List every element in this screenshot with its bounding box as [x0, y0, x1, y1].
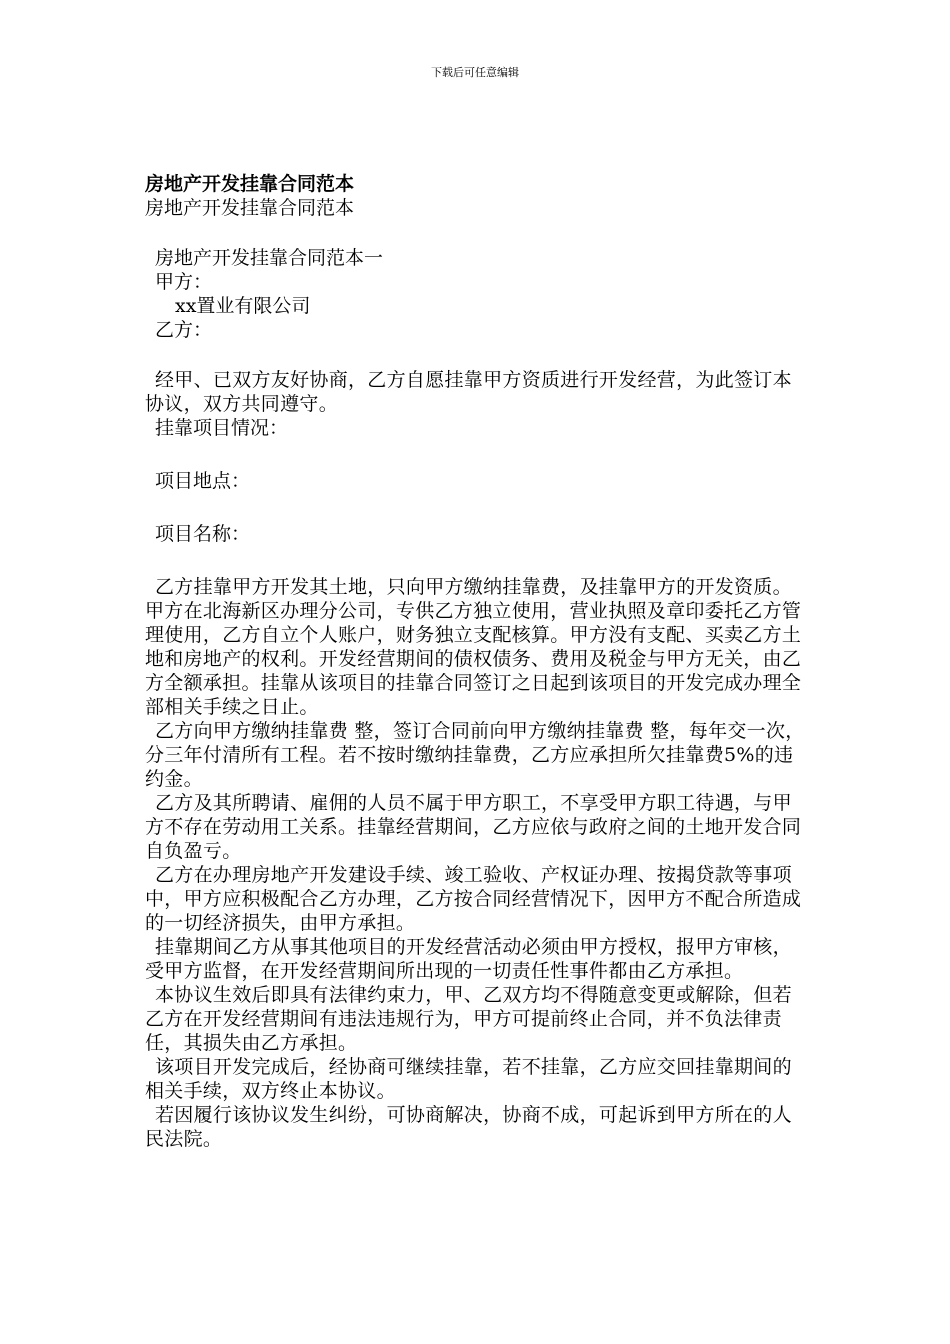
page-header-note: 下载后可任意编辑 [431, 66, 519, 79]
spacer [145, 440, 810, 469]
party-a-label: 甲方： [155, 271, 213, 293]
spacer [145, 546, 810, 575]
document-title: 房地产开发挂靠合同范本 [145, 173, 355, 195]
spacer [145, 220, 810, 246]
party-a-name: xx置业有限公司 [175, 295, 311, 317]
project-name-label: 项目名称： [155, 523, 251, 545]
clause-paragraph: 乙方向甲方缴纳挂靠费 整，签订合同前向甲方缴纳挂靠费 整，每年交一次，分三年付清所有工程。若不按时缴纳挂靠费，乙方应承担所欠挂靠费5%的违约金。 [145, 720, 805, 790]
clause-paragraph: 本协议生效后即具有法律约束力，甲、乙双方均不得随意变更或解除，但若乙方在开发经营期间有违法违规行为，甲方可提前终止合同，并不负法律责任，其损失由乙方承担。 [145, 984, 792, 1054]
document-title-repeat: 房地产开发挂靠合同范本 [145, 197, 355, 219]
party-b-label: 乙方： [155, 319, 213, 341]
project-info-label: 挂靠项目情况： [155, 417, 289, 439]
document-body [145, 172, 810, 1151]
spacer [145, 342, 810, 368]
clause-paragraph: 乙方在办理房地产开发建设手续、竣工验收、产权证办理、按揭贷款等事项中，甲方应积极配合乙方办理，乙方按合同经营情况下，因甲方不配合所造成的一切经济损失，由甲方承担。 [145, 864, 802, 934]
clause-paragraph: 乙方挂靠甲方开发其土地，只向甲方缴纳挂靠费，及挂靠甲方的开发资质。甲方在北海新区办理分公司，专供乙方独立使用，营业执照及章印委托乙方管理使用，乙方自立个人账户，财务独立支配核算。甲方没有支配、买卖乙方土地和房地产的权利。开发经营期间的债权债务、费用及税金与甲方无关，由乙方全额承担。挂靠从该项目的挂靠合同签订之日起到该项目的开发完成办理全部相关手续之日止。 [145, 576, 802, 718]
clause-paragraph: 若因履行该协议发生纠纷，可协商解决，协商不成，可起诉到甲方所在的人民法院。 [145, 1104, 792, 1150]
document-subtitle: 房地产开发挂靠合同范本一 [155, 247, 384, 269]
spacer [145, 493, 810, 522]
intro-paragraph: 经甲、已双方友好协商，乙方自愿挂靠甲方资质进行开发经营，为此签订本协议，双方共同遵守。 [145, 369, 792, 415]
clause-paragraph: 乙方及其所聘请、雇佣的人员不属于甲方职工，不享受甲方职工待遇，与甲方不存在劳动用工关系。挂靠经营期间，乙方应依与政府之间的土地开发合同自负盈亏。 [145, 792, 802, 862]
project-location-label: 项目地点： [155, 470, 251, 492]
clause-paragraph: 挂靠期间乙方从事其他项目的开发经营活动必须由甲方授权，报甲方审核，受甲方监督，在开发经营期间所出现的一切责任性事件都由乙方承担。 [145, 936, 792, 982]
clause-paragraph: 该项目开发完成后，经协商可继续挂靠，若不挂靠，乙方应交回挂靠期间的相关手续，双方终止本协议。 [145, 1056, 792, 1102]
